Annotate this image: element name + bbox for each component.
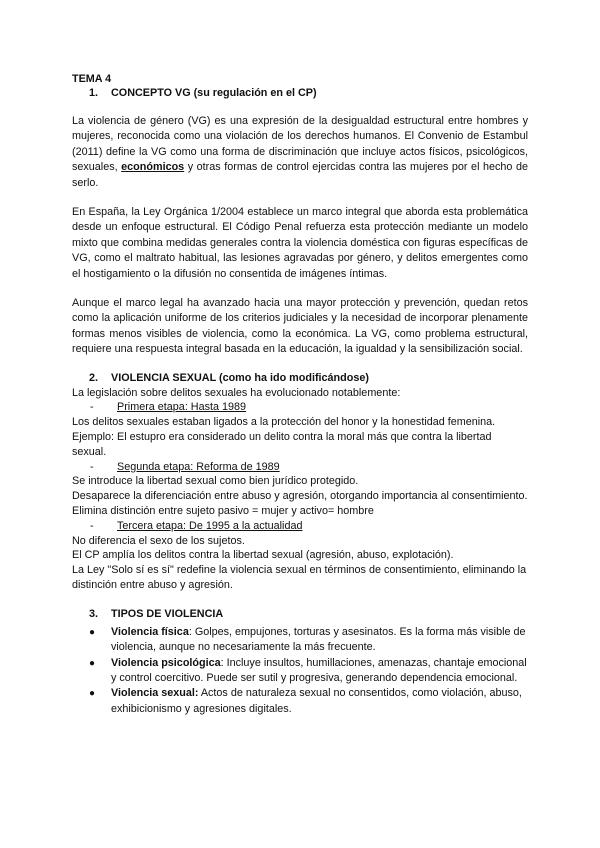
stage-2-line-3: Elimina distinción entre sujeto pasivo = mujer y activo= hombre (72, 505, 374, 518)
list-item-sep: : (188, 625, 192, 638)
stage-1-dash: - (90, 401, 94, 414)
stage-2-dash: - (90, 460, 94, 473)
list-item-body (111, 625, 528, 656)
list-item-term: Violencia psicológica (111, 656, 221, 669)
section-2-title: VIOLENCIA SEXUAL (como ha ido modificándose) (111, 371, 369, 384)
stage-2-heading (72, 460, 528, 475)
section-3-number: 3. (89, 607, 99, 620)
p1-text-after: y otras formas de control ejercidas contra las mujeres por el hecho de serlo. (72, 161, 528, 189)
list-item (89, 656, 528, 687)
stage-1-label: Primera etapa: Hasta 1989 (117, 401, 247, 414)
section-1-number: 1. (89, 87, 99, 99)
p1-bold-underlined-term: económicos (121, 161, 185, 174)
list-item-text: Actos de naturaleza sexual no consentidos, como violación, abuso, exhibicionismo y agresiones digitales. (111, 687, 522, 715)
list-item-term: Violencia sexual: (111, 687, 199, 700)
stage-3-line-2: El CP amplía los delitos contra la libertad sexual (agresión, abuso, explotación). (72, 549, 454, 562)
section-1-paragraph-1 (72, 114, 528, 191)
bullet-icon: ● (89, 626, 96, 638)
section-2-heading (72, 371, 528, 386)
document-heading-tema: TEMA 4 (72, 73, 112, 85)
stage-3-heading (72, 519, 528, 534)
section-2-number: 2. (89, 371, 99, 384)
stage-2-line-2: Desaparece la diferenciación entre abuso y agresión, otorgando importancia al consentimiento. (72, 490, 528, 503)
section-1-heading (72, 86, 528, 100)
list-item-sep: : (220, 656, 224, 669)
stage-2-line-1: Se introduce la libertad sexual como bien jurídico protegido. (72, 475, 359, 488)
violence-types-list (72, 625, 528, 717)
section-2-body (72, 386, 528, 593)
p1-text-before: La violencia de género (VG) es una expresión de la desigualdad estructural entre hombres y mujeres, reconocida como una violación de los derechos humanos. El Convenio de Estambul (2011) define la VG como una forma de discriminación que incluye actos físicos, psicológicos, sexuales, (72, 115, 528, 174)
section-1-paragraph-3: Aunque el marco legal ha avanzado hacia una mayor protección y prevención, quedan retos como la aplicación uniforme de los criterios judiciales y la necesidad de incorporar plenamente formas menos visibles de violencia, como la económica. La VG, como problema estructural, requiere una respuesta integral basada en la educación, la igualdad y la sensibilización social. (72, 297, 528, 356)
bullet-icon: ● (89, 688, 96, 700)
list-item-body (111, 656, 528, 687)
stage-1-line-2: Ejemplo: El estupro era considerado un delito contra la moral más que contra la libertad sexual. (72, 431, 492, 458)
stage-3-label: Tercera etapa: De 1995 a la actualidad (117, 519, 303, 532)
section-1-title: CONCEPTO VG (su regulación en el CP) (111, 87, 317, 99)
stage-1-heading (72, 400, 528, 415)
list-item-text: Incluye insultos, humillaciones, amenazas, chantaje emocional y control coercitivo. Puede ser sutil y progresiva, generando dependencia emocional. (111, 656, 527, 685)
section-1-paragraph-2: En España, la Ley Orgánica 1/2004 establece un marco integral que aborda esta problemática desde un enfoque estructural. El Código Penal refuerza esta protección mediante un modelo mixto que combina medidas generales contra la violencia doméstica con figuras específicas de VG, como el maltrato habitual, las lesiones agravadas por género, y delitos emergentes como el hostigamiento o la difusión no consentida de imágenes íntimas. (72, 206, 528, 280)
list-item-text: Golpes, empujones, torturas y asesinatos. Es la forma más visible de violencia, aunque no necesariamente la más frecuente. (111, 625, 526, 654)
stage-2-label: Segunda etapa: Reforma de 1989 (117, 460, 280, 473)
bullet-icon: ● (89, 657, 96, 669)
list-item (89, 625, 528, 656)
section-2-intro: La legislación sobre delitos sexuales ha evolucionado notablemente: (72, 386, 401, 399)
section-3-heading (72, 607, 528, 622)
section-3-title: TIPOS DE VIOLENCIA (111, 607, 224, 620)
stage-3-line-1: No diferencia el sexo de los sujetos. (72, 534, 245, 547)
document-page (72, 72, 528, 717)
list-item-body (111, 686, 528, 717)
stage-3-line-3: La Ley "Solo sí es sí" redefine la violencia sexual en términos de consentimiento, eliminando la distinción entre abuso y agresión. (72, 564, 527, 592)
stage-1-line-1: Los delitos sexuales estaban ligados a la protección del honor y la honestidad femenina. (72, 416, 496, 429)
list-item-term: Violencia física (111, 625, 189, 638)
stage-3-dash: - (90, 519, 94, 532)
list-item (89, 686, 528, 717)
